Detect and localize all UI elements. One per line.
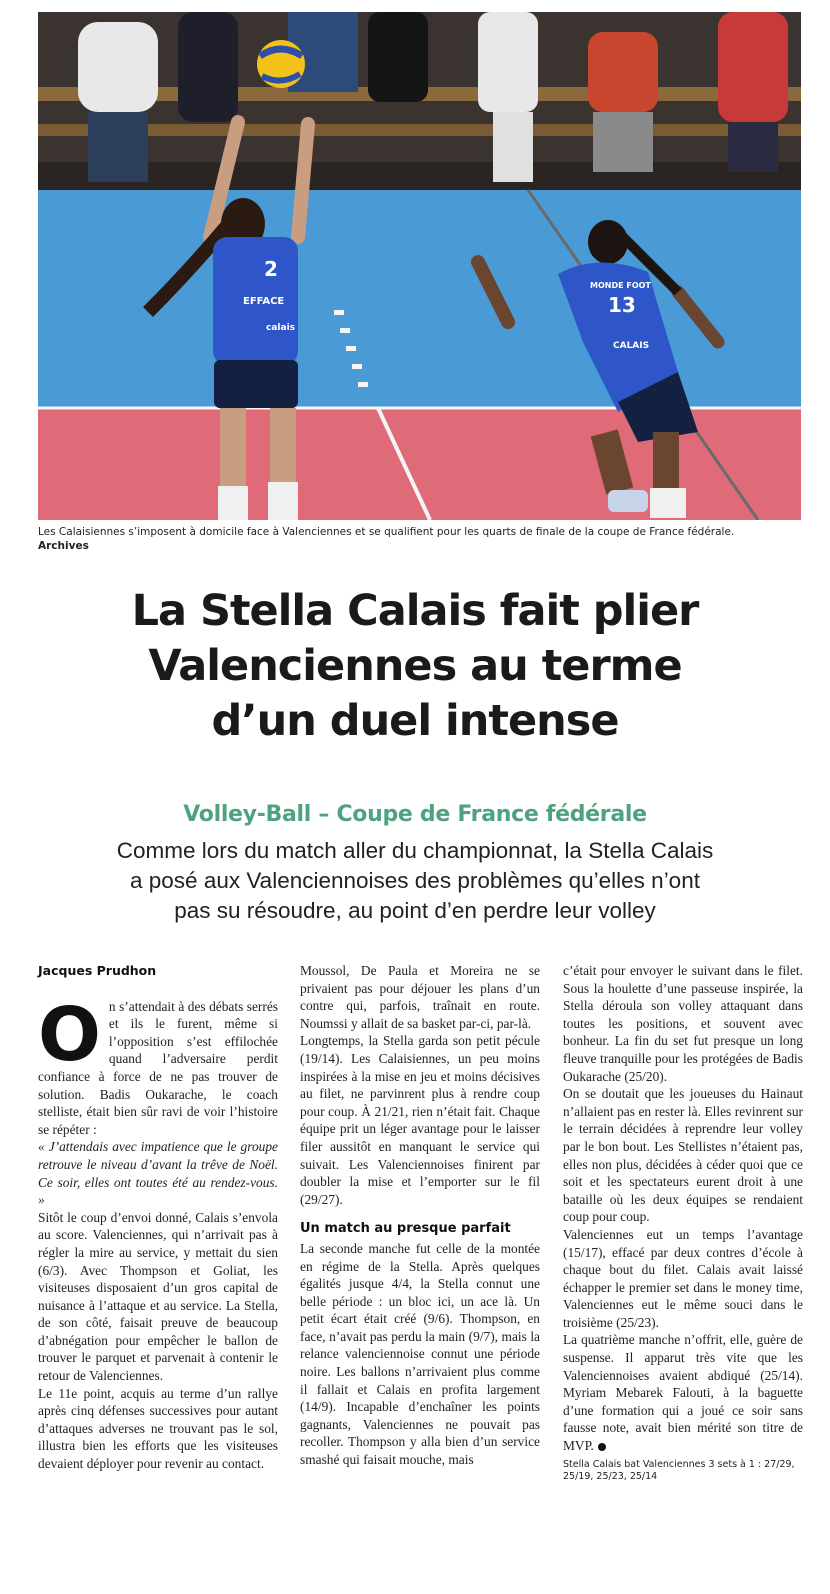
paragraph-10-text: La quatrième manche n’offrit, elle, guère de suspense. Il apparut très vite que les Valenciennoises avaient abdiqué (25/14). Myriam Mebarek Falouti, à la baguette d’une formation qui a joué ce soir sans fausse note, avait bien mérité son titre de MVP. — [563, 1332, 803, 1454]
headline-line-2: Valenciennes au terme — [148, 641, 682, 691]
photo-credit: Archives — [38, 540, 89, 552]
headline-line-3: d’un duel intense — [211, 696, 619, 746]
byline: Jacques Prudhon — [38, 963, 157, 978]
article-column-2 — [300, 962, 540, 1469]
sponsor-left: EFFACE — [243, 296, 285, 307]
lead-line-2: a posé aux Valenciennoises des problèmes qu’elles n’ont — [130, 868, 700, 893]
paragraph-6: La seconde manche fut celle de la montée en régime de la Stella. Après quelques égalités jusque 4/4, la Stella connut une belle période : un bloc ici, un ace là. Un petit écart était créé (9/6). Thompson, en face, n’avait pas perdu la main (9/7), mais la relance valenciennoise connut une période noire. Les ballons n’arrivaient plus comme il fallait et Calais en profita largement (14/9). Incapable d’enchaîner les points gagnants, Valenciennes ne pouvait pas recoller. Thompson y alla bien d’un service smashé qui faisait mouche, mais — [300, 1240, 540, 1468]
paragraph-7: c’était pour envoyer le suivant dans le filet. Sous la houlette d’une passeuse inspirée, la Stella déroula son volley attaquant dans toutes les positions, et souvent avec bonheur. La fin du set fut presque un long fleuve tranquille pour les protégées de Badis Oukarache (25/20). — [563, 963, 803, 1084]
final-score: Stella Calais bat Valenciennes 3 sets à 1 : 27/29, 25/19, 25/23, 25/14 — [563, 1458, 795, 1482]
sponsor-left-2: calais — [266, 323, 296, 333]
jersey-number-right: 13 — [608, 293, 636, 317]
article-column-3 — [563, 962, 803, 1483]
paragraph-3: Le 11e point, acquis au terme d’un rallye après cinq défenses successives pour autant d’attaques adverses ne trouvant pas le sol, illustra bien les efforts que les visiteuses devaient déployer pour revenir au contact. — [38, 1385, 278, 1472]
article-column-1 — [38, 962, 278, 1473]
end-mark-icon — [598, 1443, 606, 1451]
caption-text: Les Calaisiennes s’imposent à domicile face à Valenciennes et se qualifient pour les quarts de finale de la coupe de France fédérale. — [38, 526, 735, 538]
sponsor-right: CALAIS — [613, 341, 650, 351]
paragraph-9: Valenciennes eut un temps l’avantage (15/17), effacé par deux contres d’école à chaque bout du filet. Calais avait laissé échapper le premier set dans le money time, Valenciennes eut le même souci dans le troisième (25/23). — [563, 1226, 803, 1330]
paragraph-1-text: n s’attendait à des débats serrés et ils le furent, même si l’opposition s’est effilochée quand l’adversaire perdit confiance à force de ne pas trouver de solution. Badis Oukarache, le coach stelliste, était bien sûr ravi de voir l’histoire se répéter : — [38, 998, 278, 1137]
lead-paragraph — [40, 836, 790, 926]
lead-line-3: pas su résoudre, au point d’en perdre leur volley — [174, 898, 656, 923]
section-kicker: Volley-Ball – Coupe de France fédérale — [183, 802, 647, 827]
headline-line-1: La Stella Calais fait plier — [131, 586, 699, 636]
jersey-number-left: 2 — [264, 257, 278, 281]
player-name-right: MONDE FOOT — [590, 281, 651, 290]
paragraph-2: Sitôt le coup d’envoi donné, Calais s’envola au score. Valenciennes, qui n’arrivait pas à régler la mire au service, y mettait du sien (6/3). Avec Thompson et Goliat, les visiteuses disposaient d’un gros capital de nuisance à l’attaque et au service. La Stella, de son côté, faisait preuve de beaucoup d’abnégation pour empêcher le ballon de trouver le parquet et parvenait à contenir le retour de Valenciennes. — [38, 1209, 278, 1384]
article-photo — [38, 12, 801, 520]
volleyball-photo — [38, 12, 801, 520]
photo-caption — [38, 525, 808, 553]
volleyball-ball — [257, 40, 305, 88]
coach-quote: « J’attendais avec impatience que le groupe retrouve le niveau d’avant la trêve de Noël. Ce soir, elles ont toutes été au rendez-vous. » — [38, 1139, 278, 1208]
paragraph-4: Moussol, De Paula et Moreira ne se privaient pas pour déjouer les plans d’un contre qui, parfois, traînait en route. Noumssi y allait de sa basket par-ci, par-là. — [300, 963, 540, 1031]
paragraph-8: On se doutait que les joueuses du Hainaut n’allaient pas en rester là. Elles revinrent sur le terrain décidées à reprendre leur volley par le bon bout. Les Stellistes n’étaient pas, elles non plus, décidées à céder quoi que ce soit et les spectateurs eurent droit à une bataille où les deux équipes se rendaient coup pour coup. — [563, 1086, 803, 1225]
drop-cap: O — [38, 991, 101, 1078]
subheading: Un match au presque parfait — [300, 1221, 511, 1237]
lead-line-1: Comme lors du match aller du championnat, la Stella Calais — [116, 838, 714, 863]
headline — [20, 584, 810, 749]
paragraph-5: Longtemps, la Stella garda son petit pécule (19/14). Les Calaisiennes, un peu moins inspirées à la mise en jeu et moins décisives au filet, ne parvinrent plus à rendre coup pour coup. À 21/21, rien n’était fait. Chaque équipe prit un léger avantage pour le laisser filer aussitôt en manquant le service qui suivait. Les Valenciennoises finirent par doubler la mise et l’emporter sur le fil (29/27). — [300, 1033, 540, 1207]
paragraph-10 — [563, 1331, 803, 1454]
paragraph-1 — [38, 991, 278, 1139]
